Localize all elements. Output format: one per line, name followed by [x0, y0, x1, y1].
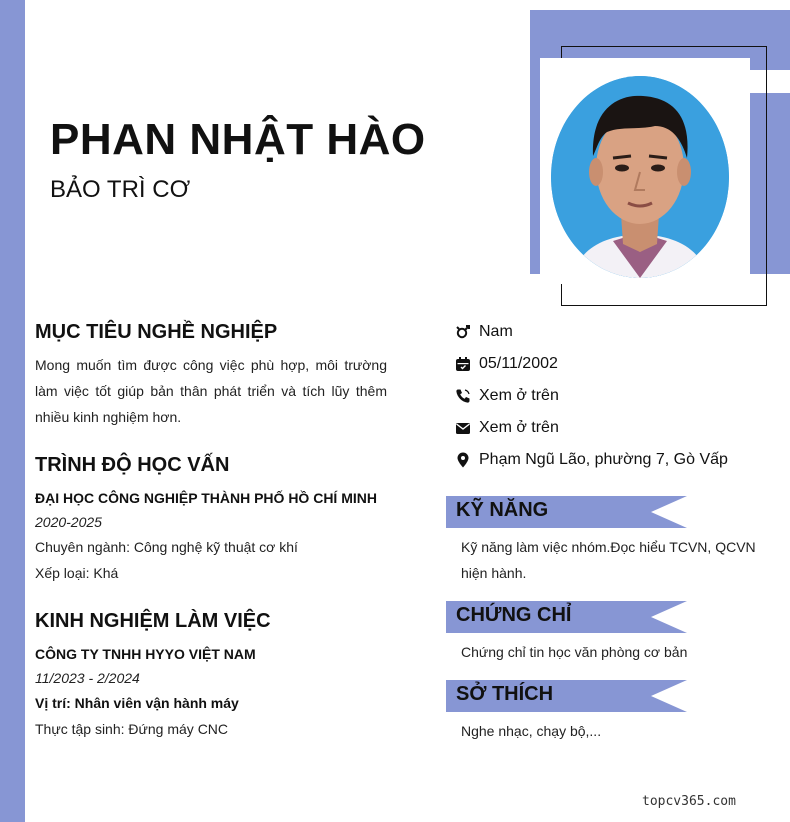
- phone-value: Xem ở trên: [479, 387, 559, 404]
- experience-title: KINH NGHIỆM LÀM VIỆC: [35, 610, 271, 632]
- education-title: TRÌNH ĐỘ HỌC VẤN: [35, 454, 230, 476]
- contact-gender: [455, 321, 513, 343]
- calendar-icon: [455, 356, 471, 372]
- hobbies-ribbon: [446, 680, 687, 712]
- left-accent-bar: [0, 0, 25, 822]
- education-major: Chuyên ngành: Công nghệ kỹ thuật cơ khí: [35, 539, 298, 555]
- envelope-icon: [455, 420, 471, 436]
- experience-period: 11/2023 - 2/2024: [35, 670, 140, 686]
- address-value: Phạm Ngũ Lão, phường 7, Gò Vấp: [479, 451, 728, 468]
- certificates-title: CHỨNG CHỈ: [456, 604, 572, 626]
- hobbies-text: Nghe nhạc, chạy bộ,...: [461, 723, 602, 739]
- objective-title: MỤC TIÊU NGHỀ NGHIỆP: [35, 321, 278, 343]
- certificates-ribbon: [446, 601, 687, 633]
- contact-birthday: [455, 353, 558, 375]
- education-school: ĐẠI HỌC CÔNG NGHIỆP THÀNH PHỐ HỒ CHÍ MINH: [35, 490, 377, 506]
- birthday-value: 05/11/2002: [479, 355, 558, 372]
- map-pin-icon: [455, 452, 471, 468]
- experience-description: Thực tập sinh: Đứng máy CNC: [35, 721, 229, 737]
- email-value: Xem ở trên: [479, 419, 559, 436]
- skills-text: Kỹ năng làm việc nhóm.Đọc hiểu TCVN, QCVN hiện hành.: [461, 539, 756, 581]
- skills-ribbon: [446, 496, 687, 528]
- job-title: BẢO TRÌ CƠ: [50, 176, 191, 203]
- skills-title: KỸ NĂNG: [456, 499, 549, 521]
- education-period: 2020-2025: [35, 514, 102, 530]
- education-grade: Xếp loại: Khá: [35, 565, 119, 581]
- gender-icon: [455, 324, 471, 340]
- objective-text: Mong muốn tìm được công việc phù hợp, môi trường làm việc tốt giúp bản thân phát triển và tích lũy thêm nhiều kinh nghiệm hơn.: [35, 357, 387, 425]
- contact-address: [455, 449, 728, 471]
- experience-company: CÔNG TY TNHH HYYO VIỆT NAM: [35, 646, 256, 662]
- watermark: topcv365.com: [642, 794, 736, 809]
- gender-value: Nam: [479, 323, 513, 340]
- experience-position: Vị trí: Nhân viên vận hành máy: [35, 695, 239, 711]
- candidate-name: PHAN NHẬT HÀO: [50, 115, 426, 164]
- phone-icon: [455, 388, 471, 404]
- certificates-text: Chứng chỉ tin học văn phòng cơ bản: [461, 644, 688, 660]
- contact-email: [455, 417, 559, 439]
- hobbies-title: SỞ THÍCH: [456, 683, 554, 705]
- avatar: [551, 76, 729, 278]
- contact-phone: [455, 385, 559, 407]
